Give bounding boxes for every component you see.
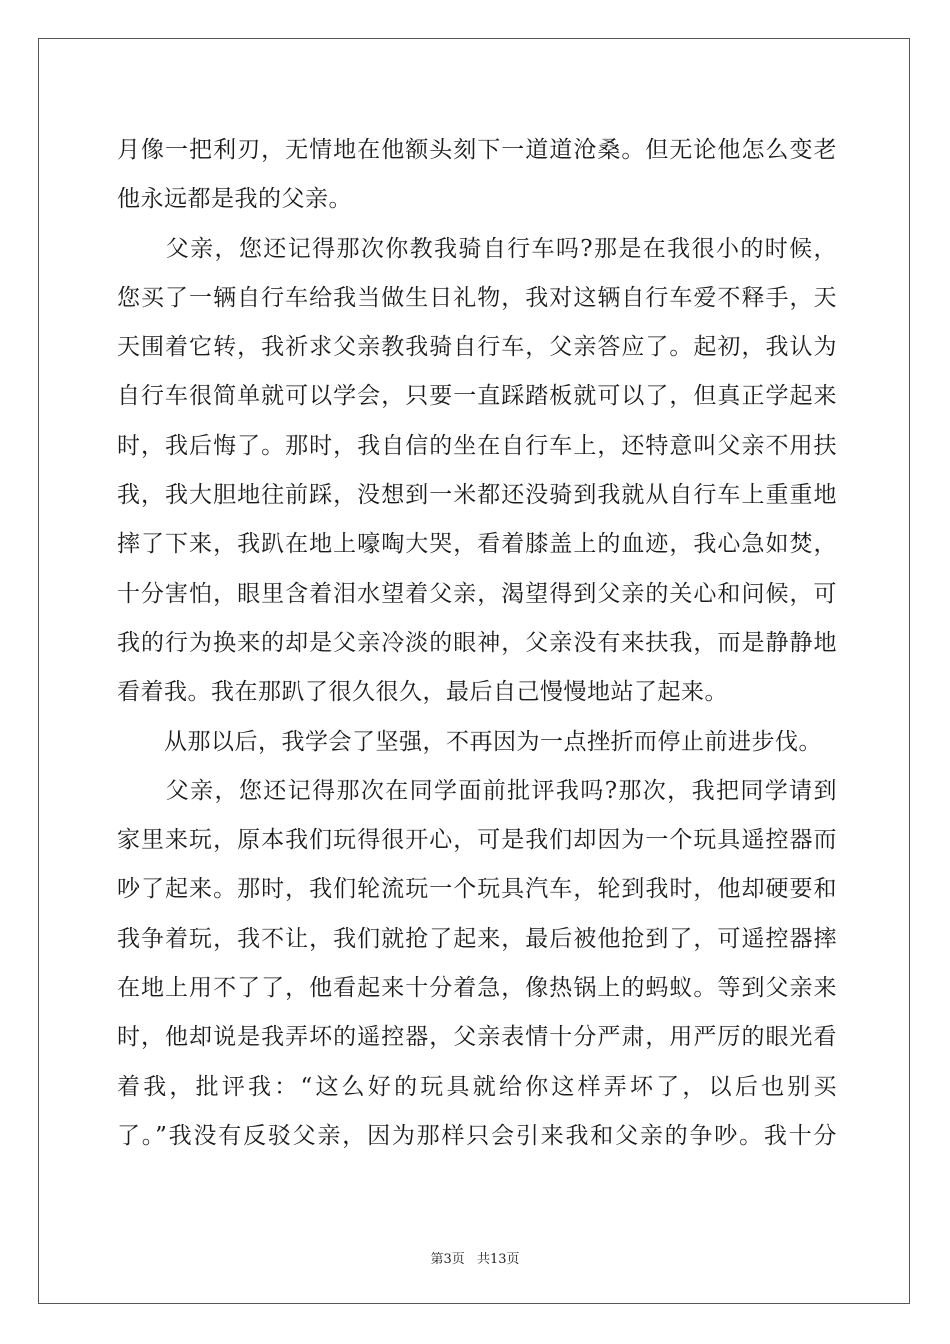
text-line: 时，他却说是我弄坏的遥控器，父亲表情十分严肃，用严厉的眼光看 xyxy=(117,1024,837,1051)
document-body xyxy=(117,126,837,1161)
text-line: 在地上用不了了，他看起来十分着急，像热锅上的蚂蚁。等到父亲来 xyxy=(117,975,837,1002)
text-line: 父亲，您还记得那次你教我骑自行车吗?那是在我很小的时候， xyxy=(117,235,837,262)
text-line: 十分害怕，眼里含着泪水望着父亲，渴望得到父亲的关心和问候，可 xyxy=(117,580,837,607)
text-line: 我的行为换来的却是父亲冷淡的眼神，父亲没有来扶我，而是静静地 xyxy=(117,629,837,656)
page-footer xyxy=(0,1248,950,1267)
text-line: 时，我后悔了。那时，我自信的坐在自行车上，还特意叫父亲不用扶 xyxy=(117,432,837,459)
text-line: 吵了起来。那时，我们轮流玩一个玩具汽车，轮到我时，他却硬要和 xyxy=(117,876,837,903)
text-line: 他永远都是我的父亲。 xyxy=(117,186,352,213)
text-line: 看着我。我在那趴了很久很久，最后自己慢慢地站了起来。 xyxy=(117,679,728,706)
total-pages: 共13页 xyxy=(476,1252,520,1267)
page-number: 第3页 xyxy=(430,1252,465,1267)
text-line: 父亲，您还记得那次在同学面前批评我吗?那次，我把同学请到 xyxy=(117,777,837,804)
text-line: 天围着它转，我祈求父亲教我骑自行车，父亲答应了。起初，我认为 xyxy=(117,334,837,361)
text-line: 我，我大胆地往前踩，没想到一米都还没骑到我就从自行车上重重地 xyxy=(117,482,837,509)
text-line: 月像一把利刃，无情地在他额头刻下一道道沧桑。但无论他怎么变老 xyxy=(117,137,837,163)
text-line: 从那以后，我学会了坚强，不再因为一点挫折而停止前进步伐。 xyxy=(117,728,822,755)
text-line: 自行车很简单就可以学会，只要一直踩踏板就可以了，但真正学起来 xyxy=(117,383,837,410)
text-line: 了。”我没有反驳父亲，因为那样只会引来我和父亲的争吵。我十分 xyxy=(117,1122,837,1149)
text-line: 您买了一辆自行车给我当做生日礼物，我对这辆自行车爱不释手，天 xyxy=(117,284,837,311)
text-line: 着我，批评我：“这么好的玩具就给你这样弄坏了，以后也别买 xyxy=(117,1073,837,1100)
text-line: 家里来玩，原本我们玩得很开心，可是我们却因为一个玩具遥控器而 xyxy=(117,827,837,854)
text-line: 摔了下来，我趴在地上嚎啕大哭，看着膝盖上的血迹，我心急如焚， xyxy=(117,531,837,558)
text-line: 我争着玩，我不让，我们就抢了起来，最后被他抢到了，可遥控器摔 xyxy=(117,925,837,952)
